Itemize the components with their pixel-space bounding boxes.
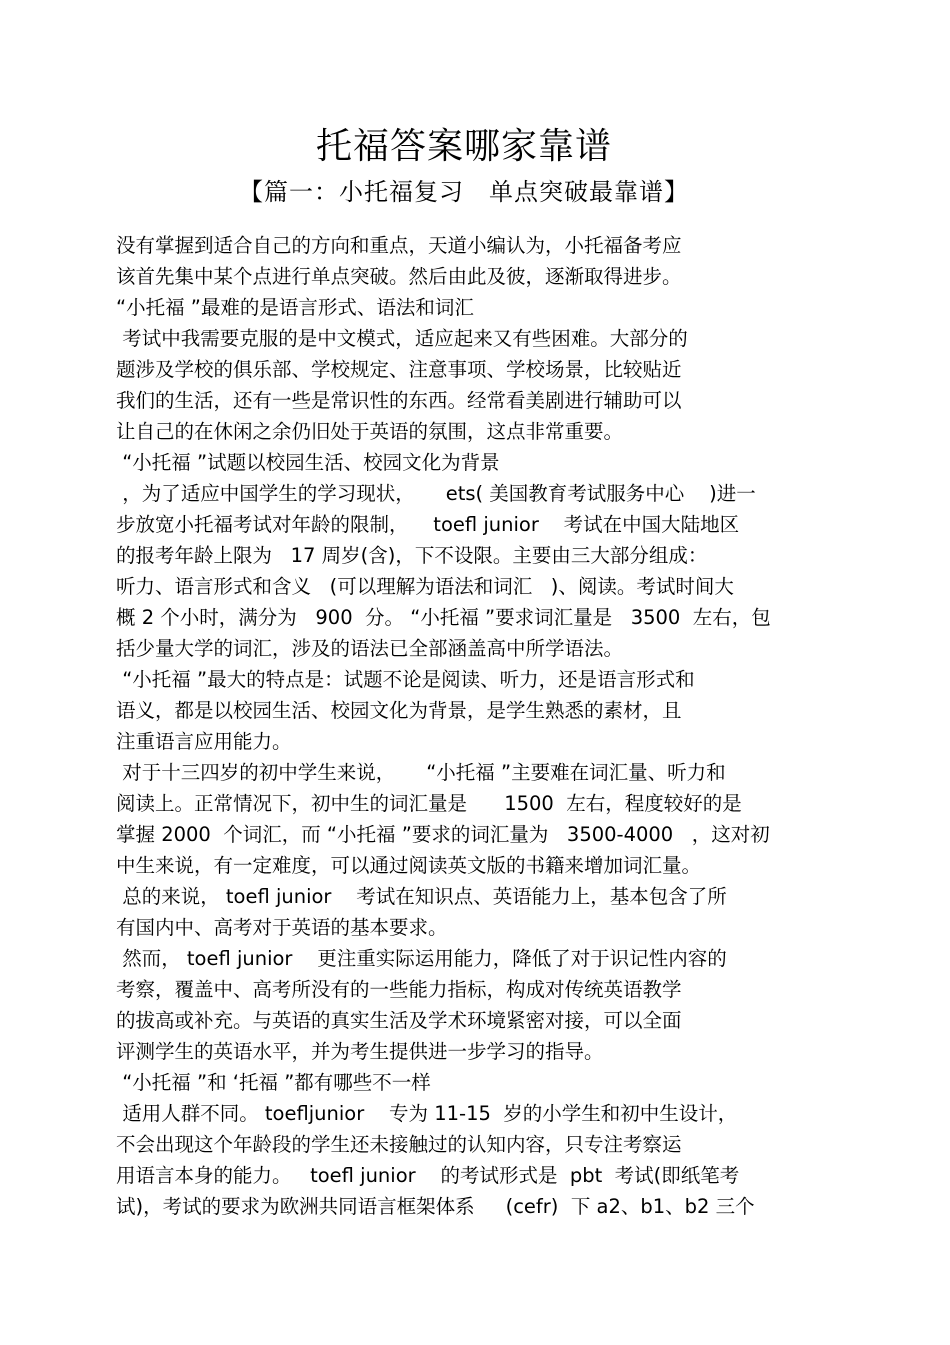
body-line: “小托福 ”最大的特点是：试题不论是阅读、听力，还是语言形式和 bbox=[116, 668, 695, 691]
body-line: 语义，都是以校园生活、校园文化为背景，是学生熟悉的素材，且 bbox=[116, 699, 682, 722]
body-line: 评测学生的英语水平，并为考生提供进一步学习的指导。 bbox=[116, 1040, 604, 1063]
body-line: 让自己的在休闲之余仍旧处于英语的氛围，这点非常重要。 bbox=[116, 420, 624, 443]
body-line: 注重语言应用能力。 bbox=[116, 730, 292, 753]
body-line: 对于十三四岁的初中学生来说， “小托福 ”主要难在词汇量、听力和 bbox=[116, 761, 726, 784]
body-line: 括少量大学的词汇，涉及的语法已全部涵盖高中所学语法。 bbox=[116, 637, 624, 660]
body-line: 适用人群不同。 toefljunior 专为 11-15 岁的小学生和初中生设计， bbox=[116, 1102, 738, 1125]
body-line: 有国内中、高考对于英语的基本要求。 bbox=[116, 916, 448, 939]
document-title: 托福答案哪家靠谱 bbox=[315, 126, 612, 167]
body-line: 题涉及学校的俱乐部、学校规定、注意事项、学校场景，比较贴近 bbox=[116, 358, 682, 381]
body-line: 然而， toefl junior 更注重实际运用能力，降低了对于识记性内容的 bbox=[116, 947, 727, 970]
document-body bbox=[116, 230, 856, 1222]
body-line: 听力、语言形式和含义 (可以理解为语法和词汇 )、阅读。考试时间大 bbox=[116, 575, 734, 598]
body-line: 阅读上。正常情况下，初中生的词汇量是 1500 左右，程度较好的是 bbox=[116, 792, 742, 815]
body-line: 考察，覆盖中、高考所没有的一些能力指标，构成对传统英语教学 bbox=[116, 978, 682, 1001]
body-line: 用语言本身的能力。 toefl junior 的考试形式是 pbt 考试(即纸笔考 bbox=[116, 1164, 740, 1187]
body-line: 的报考年龄上限为 17 周岁(含)，下不设限。主要由三大部分组成： bbox=[116, 544, 708, 567]
body-line: 总的来说， toefl junior 考试在知识点、英语能力上，基本包含了所 bbox=[116, 885, 727, 908]
body-line: ，为了适应中国学生的学习现状， ets( 美国教育考试服务中心 )进一 bbox=[116, 482, 756, 505]
document-subtitle: 【篇一：小托福复习 单点突破最靠谱】 bbox=[239, 178, 689, 206]
body-line: 中生来说，有一定难度，可以通过阅读英文版的书籍来增加词汇量。 bbox=[116, 854, 702, 877]
body-line: “小托福 ”试题以校园生活、校园文化为背景 bbox=[116, 451, 500, 474]
body-line: 试)，考试的要求为欧洲共同语言框架体系 (cefr) 下 a2、b1、b2 三个 bbox=[116, 1195, 755, 1218]
body-line: “小托福 ”和 ‘托福 ”都有哪些不一样 bbox=[116, 1071, 431, 1094]
body-line: 不会出现这个年龄段的学生还未接触过的认知内容，只专注考察运 bbox=[116, 1133, 682, 1156]
body-line: 没有掌握到适合自己的方向和重点，天道小编认为，小托福备考应 bbox=[116, 234, 682, 257]
body-line: 该首先集中某个点进行单点突破。然后由此及彼，逐渐取得进步。 bbox=[116, 265, 682, 288]
body-line: 掌握 2000 个词汇，而 “小托福 ”要求的词汇量为 3500-4000 ，这对初 bbox=[116, 823, 770, 846]
body-line: 步放宽小托福考试对年龄的限制， toefl junior 考试在中国大陆地区 bbox=[116, 513, 740, 536]
body-line: 的拔高或补充。与英语的真实生活及学术环境紧密对接，可以全面 bbox=[116, 1009, 682, 1032]
body-line: “小托福 ”最难的是语言形式、语法和词汇 bbox=[116, 296, 474, 319]
body-line: 考试中我需要克服的是中文模式，适应起来又有些困难。大部分的 bbox=[116, 327, 688, 350]
body-line: 概 2 个小时，满分为 900 分。 “小托福 ”要求词汇量是 3500 左右，包 bbox=[116, 606, 771, 629]
body-line: 我们的生活，还有一些是常识性的东西。经常看美剧进行辅助可以 bbox=[116, 389, 682, 412]
